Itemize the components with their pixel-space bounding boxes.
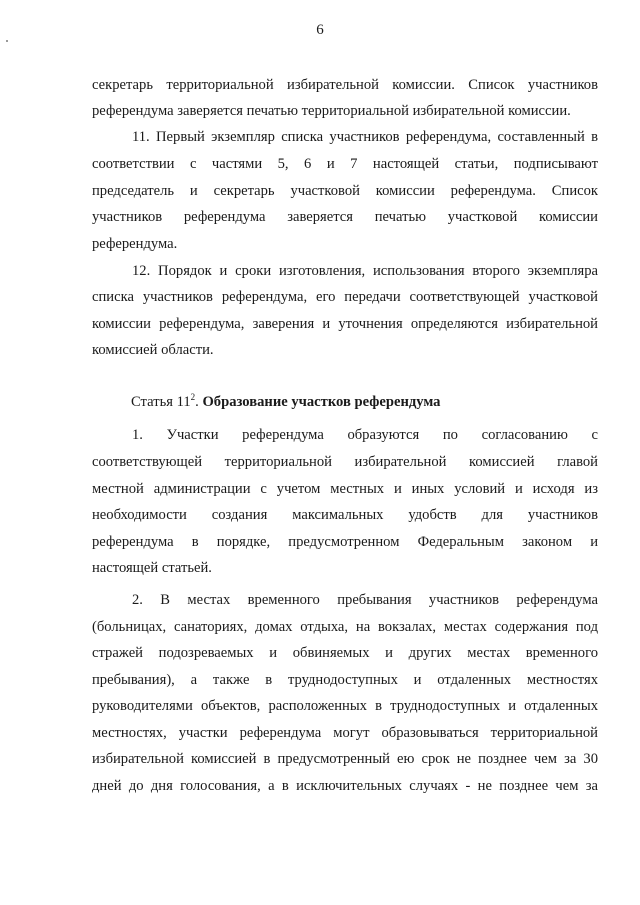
article-paragraph-1-line: референдума в порядке, предусмотренном Федеральным законом и	[92, 534, 598, 550]
article-number-superscript: 2	[190, 392, 196, 402]
paragraph-12-line: списка участников референдума, его передачи соответствующей участковой	[92, 289, 598, 305]
paragraph-11-line: председатель и секретарь участковой комиссии референдума. Список	[92, 183, 598, 199]
article-paragraph-2-line: местностях, участки референдума могут образовываться территориальной	[92, 725, 598, 741]
text-line: секретарь территориальной избирательной комиссии. Список участников	[92, 77, 598, 93]
paragraph-11-line: 11. Первый экземпляр списка участников референдума, составленный в	[132, 129, 598, 145]
article-paragraph-1-line: соответствующей территориальной избирательной комиссией главой	[92, 454, 598, 470]
scan-artifact	[6, 40, 8, 42]
paragraph-12-line: комиссией области.	[92, 342, 214, 358]
article-paragraph-2-line: 2. В местах временного пребывания участников референдума	[132, 592, 598, 608]
article-paragraph-2-line: дней до дня голосования, а в исключительных случаях - не позднее чем за	[92, 778, 598, 794]
article-paragraph-1-line: 1. Участки референдума образуются по согласованию с	[132, 427, 598, 443]
article-heading	[92, 392, 598, 412]
article-paragraph-2-line: избирательной комиссией в предусмотренный ею срок не позднее чем за 30	[92, 751, 598, 767]
article-paragraph-1-line: необходимости создания максимальных удобств для участников	[92, 507, 598, 523]
article-paragraph-2-line: стражей подозреваемых и обвиняемых и других местах временного	[92, 645, 598, 661]
article-number: Статья 11	[131, 394, 191, 410]
page-number: 6	[316, 22, 324, 38]
article-paragraph-1-line: настоящей статьей.	[92, 560, 212, 576]
article-paragraph-1-line: местной администрации с учетом местных и иных условий и исходя из	[92, 481, 598, 497]
paragraph-11-line: участников референдума заверяется печатью участковой комиссии	[92, 209, 598, 225]
article-separator: .	[195, 394, 203, 410]
paragraph-12-line: 12. Порядок и сроки изготовления, использования второго экземпляра	[132, 263, 598, 279]
paragraph-11-line: референдума.	[92, 236, 178, 252]
article-paragraph-2-line: пребывания), а также в труднодоступных и отдаленных местностях	[92, 672, 598, 688]
paragraph-12-line: комиссии референдума, заверения и уточнения определяются избирательной	[92, 316, 598, 332]
paragraph-11-line: соответствии с частями 5, 6 и 7 настоящей статьи, подписывают	[92, 156, 598, 172]
text-line: референдума заверяется печатью территориальной избирательной комиссии.	[92, 103, 571, 119]
article-paragraph-2-line: руководителями объектов, расположенных в труднодоступных и отдаленных	[92, 698, 598, 714]
article-paragraph-2-line: (больницах, санаториях, домах отдыха, на вокзалах, местах содержания под	[92, 619, 598, 635]
article-title: Образование участков референдума	[202, 394, 441, 410]
